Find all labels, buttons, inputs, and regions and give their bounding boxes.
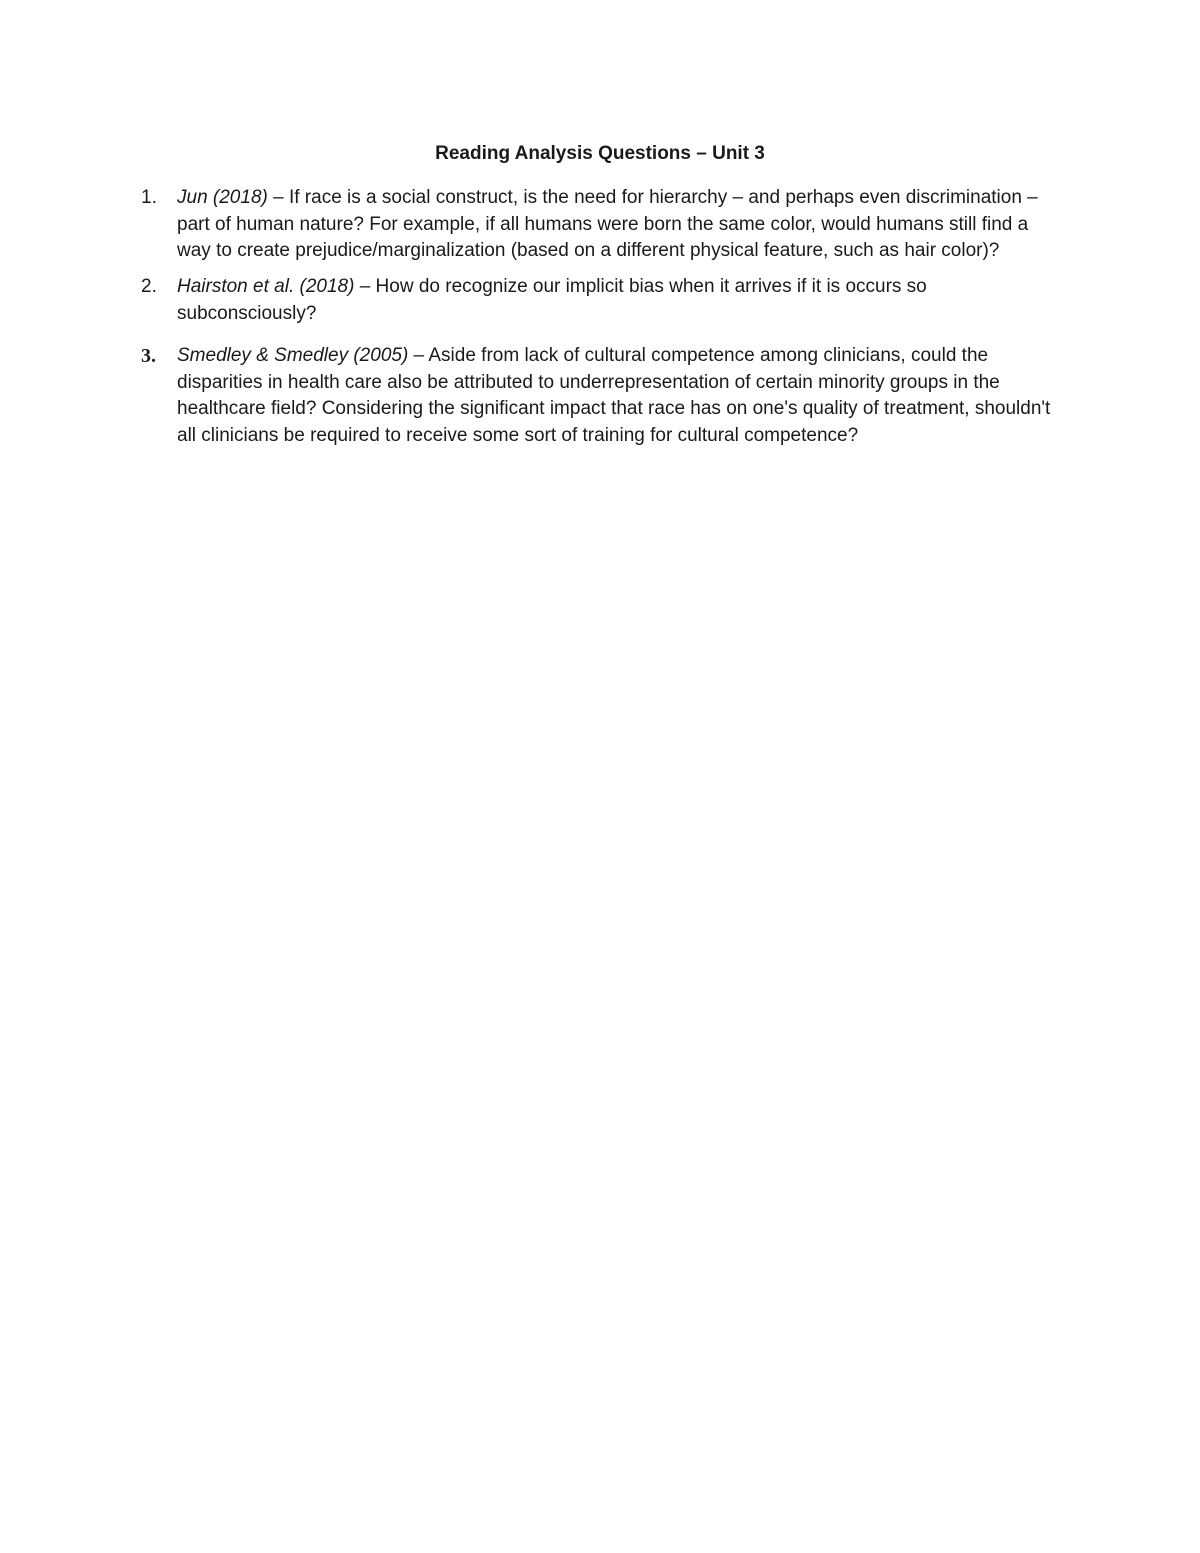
question-source: Hairston et al. (2018) (177, 276, 355, 297)
question-body (177, 274, 1067, 327)
question-number: 1. (141, 187, 157, 208)
question-body (177, 343, 1067, 449)
question-number: 2. (141, 276, 157, 297)
question-source: Smedley & Smedley (2005) (177, 345, 409, 366)
question-text: – If race is a social construct, is the need for hierarchy – and perhaps even discrimination – part of human nature? For example, if all humans were born the same color, would humans still find a way to create prejudice/marginalization (based on a different physical feature, such as hair color)? (177, 187, 1038, 261)
question-text: – How do recognize our implicit bias when it arrives if it is occurs so subconsciously? (177, 276, 927, 324)
question-body (177, 185, 1067, 265)
question-text: – Aside from lack of cultural competence among clinicians, could the disparities in health care also be attributed to underrepresentation of certain minority groups in the healthcare field? Considering the significant impact that race has on one's quality of treatment, shouldn't all clinicians be required to receive some sort of training for cultural competence? (177, 345, 1051, 446)
document-title: Reading Analysis Questions – Unit 3 (435, 143, 765, 164)
question-number: 3. (141, 345, 156, 367)
question-source: Jun (2018) (177, 187, 268, 208)
